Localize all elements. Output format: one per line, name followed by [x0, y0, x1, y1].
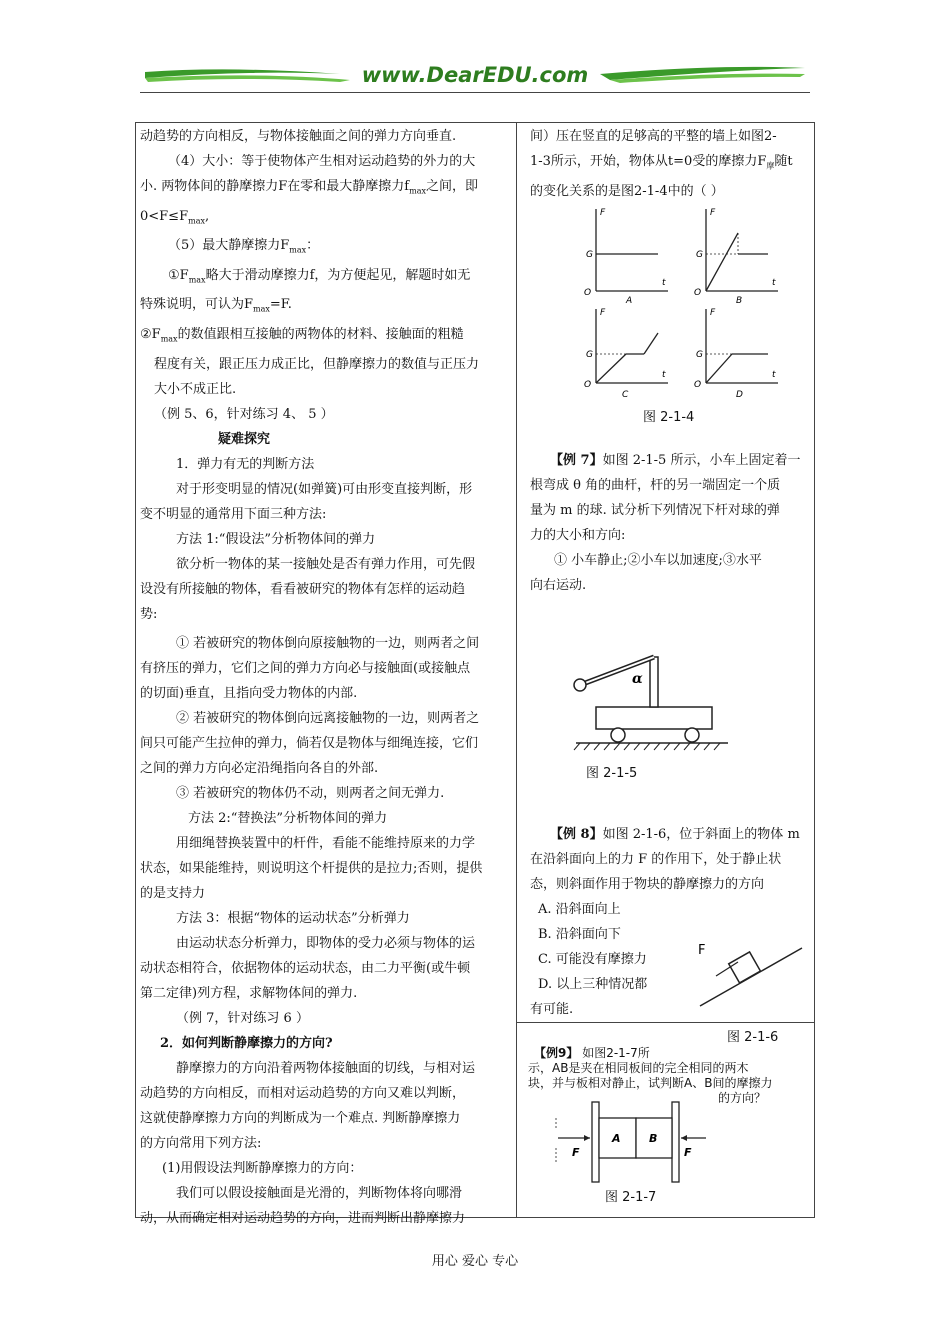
- paragraph: 【例 8】如图 2-1-6，位于斜面上的物体 m: [550, 827, 800, 842]
- alpha-label: α: [632, 671, 643, 687]
- option-d: D. 以上三种情况都: [538, 977, 648, 992]
- paragraph: 【例 7】如图 2-1-5 所示，小车上固定着一: [550, 453, 801, 468]
- option-b: B. 沿斜面向下: [538, 927, 621, 942]
- paragraph: 设没有所接触的物体，看看被研究的物体有怎样的运动趋: [140, 581, 466, 597]
- paragraph: 静摩擦力的方向沿着两物体接触面的切线，与相对运: [176, 1060, 476, 1076]
- graph-label-b: B: [736, 296, 743, 306]
- paragraph: （例 7，针对练习 6 ）: [176, 1010, 309, 1026]
- header-rule: [140, 92, 810, 93]
- paragraph: 的方向？: [718, 1091, 767, 1105]
- paragraph: 之间的弹力方向必定沿绳指向各自的外部.: [140, 760, 379, 776]
- paragraph: 大小不成正比.: [154, 381, 237, 397]
- paragraph: 动趋势的方向相反，与物体接触面之间的弹力方向垂直.: [140, 129, 457, 144]
- svg-text:G: G: [696, 250, 703, 260]
- svg-text:F: F: [600, 208, 606, 218]
- paragraph: 我们可以假设接触面是光滑的，判断物体将向哪滑: [176, 1185, 463, 1201]
- subsection-heading: 1．弹力有无的判断方法: [176, 456, 315, 472]
- paragraph: 示，AB是夹在相同板间的完全相同的两木: [528, 1061, 749, 1075]
- paragraph: 力的大小和方向:: [530, 528, 626, 543]
- paragraph: 【例9】 如图2-1-7所: [534, 1046, 650, 1060]
- svg-text:O: O: [584, 380, 592, 390]
- method-heading: 方法 3：根据“物体的运动状态”分析弹力: [176, 910, 410, 926]
- right-intro-text: [530, 124, 815, 204]
- svg-text:F: F: [710, 208, 716, 218]
- method-heading: 方法 2:“替换法”分析物体间的弹力: [188, 810, 388, 826]
- figure-caption: 图 2-1-6: [727, 1030, 779, 1045]
- paragraph: 1-3所示，开始，物体从t=0受的摩擦力$F_摩$随t: [530, 154, 793, 171]
- paragraph: 用细绳替换装置中的杆件，看能不能维持原来的力学: [176, 835, 476, 851]
- paragraph: 在沿斜面向上的力 F 的作用下，处于静止状: [530, 852, 782, 867]
- option-d-cont: 有可能.: [530, 1002, 574, 1017]
- site-header-banner: [140, 58, 810, 94]
- svg-text:O: O: [694, 380, 702, 390]
- paragraph: 特殊说明，可认为$F_{max}=F$.: [140, 297, 292, 314]
- option-a: A. 沿斜面向上: [538, 902, 621, 917]
- paragraph: ① 若被研究的物体倒向原接触物的一边，则两者之间: [176, 635, 480, 651]
- paragraph: $①F_{max}$略大于滑动摩擦力f，为方便起见，解题时如无: [168, 267, 471, 285]
- paragraph: 的切面)垂直，且指向受力物体的内部.: [140, 685, 358, 701]
- paragraph: （例 5、6，针对练习 4、 5 ）: [154, 406, 334, 422]
- figure-2-1-4-graphs: [582, 205, 792, 401]
- column-divider: [516, 122, 517, 1218]
- paragraph: $②F_{max}$的数值跟相互接触的两物体的材料、接触面的粗糙: [140, 326, 464, 344]
- paragraph: 第二定律)列方程，求解物体间的弹力.: [140, 985, 358, 1001]
- force-right-label: F: [684, 1146, 692, 1159]
- figure-2-1-5-cart: [572, 645, 732, 753]
- figure-caption: 图 2-1-7: [605, 1190, 657, 1205]
- page-footer: 用心 爱心 专心: [431, 1254, 519, 1269]
- paragraph: 动趋势的方向相反，而相对运动趋势的方向又难以判断，: [140, 1085, 466, 1101]
- paragraph: (1)用假设法判断静摩擦力的方向：: [162, 1160, 363, 1176]
- svg-text:G: G: [586, 250, 593, 260]
- method-heading: 方法 1:“假设法”分析物体间的弹力: [176, 531, 376, 547]
- paragraph: 势:: [140, 606, 158, 622]
- svg-text:F: F: [710, 308, 716, 318]
- figure-caption: 图 2-1-5: [586, 766, 638, 781]
- graph-b: [694, 208, 778, 306]
- paragraph: 动状态相符合，依据物体的运动状态，由二力平衡(或牛顿: [140, 960, 471, 976]
- svg-text:F: F: [600, 308, 606, 318]
- paragraph: 态，则斜面作用于物块的静摩擦力的方向: [530, 877, 765, 892]
- paragraph: 程度有关，跟正压力成正比，但静摩擦力的数值与正压力: [154, 356, 480, 372]
- graph-label-d: D: [736, 390, 743, 400]
- paragraph: 的方向常用下列方法:: [140, 1135, 262, 1151]
- right-row-divider: [516, 1022, 815, 1023]
- paragraph: 间只可能产生拉伸的弹力，倘若仅是物体与细绳连接，它们: [140, 735, 479, 751]
- paragraph: 有挤压的弹力，它们之间的弹力方向必与接触面(或接触点: [140, 660, 471, 676]
- paragraph: ① 小车静止;②小车以加速度;③水平: [554, 553, 762, 568]
- force-label: F: [698, 943, 706, 958]
- svg-text:t: t: [772, 370, 776, 380]
- left-column: [140, 124, 510, 1231]
- block-a-label: A: [612, 1132, 621, 1145]
- graph-a: [584, 208, 668, 306]
- paragraph: 动，从而确定相对运动趋势的方向，进而判断出静摩擦力: [140, 1210, 466, 1226]
- example-9: [528, 1046, 810, 1106]
- svg-text:O: O: [584, 288, 592, 298]
- paragraph: 变不明显的通常用下面三种方法:: [140, 506, 327, 522]
- paragraph: 间）压在竖直的足够高的平整的墙上如图2-: [530, 129, 777, 144]
- svg-text:t: t: [772, 278, 776, 288]
- paragraph: 由运动状态分析弹力，即物体的受力必须与物体的运: [176, 935, 476, 951]
- paragraph: （5）最大静摩擦力$F_{max}$：: [168, 238, 320, 255]
- paragraph: 根弯成 θ 角的曲杆，杆的另一端固定一个质: [530, 478, 781, 493]
- graph-c: [584, 308, 668, 400]
- paragraph: （4）大小：等于使物体产生相对运动趋势的外力的大: [168, 154, 476, 169]
- subsection-heading: 2．如何判断静摩擦力的方向?: [160, 1035, 333, 1051]
- svg-text:G: G: [586, 350, 593, 360]
- section-heading: 疑难探究: [218, 431, 271, 447]
- figure-2-1-6-incline: [694, 934, 806, 1012]
- figure-caption: 图 2-1-4: [643, 410, 695, 425]
- paragraph: 欲分析一物体的某一接触处是否有弹力作用，可先假: [176, 556, 476, 572]
- force-left-label: F: [572, 1146, 580, 1159]
- paragraph: 状态，如果能维持，则说明这个杆提供的是拉力;否则，提供: [140, 860, 483, 876]
- graph-label-c: C: [622, 390, 629, 400]
- option-c: C. 可能没有摩擦力: [538, 952, 647, 967]
- figure-2-1-7-plates: [552, 1100, 712, 1184]
- paragraph: 向右运动.: [530, 578, 587, 593]
- paragraph: ② 若被研究的物体倒向远离接触物的一边，则两者之: [176, 710, 480, 726]
- block-b-label: B: [649, 1132, 658, 1145]
- graph-d: [694, 308, 778, 400]
- paragraph: $0<F\le F_{max}$,: [140, 208, 210, 226]
- svg-text:G: G: [696, 350, 703, 360]
- header-swoosh-graphic: [140, 58, 810, 94]
- site-url-text: www.DearEDU.com: [361, 63, 589, 87]
- paragraph: ③ 若被研究的物体仍不动，则两者之间无弹力.: [176, 785, 445, 801]
- svg-text:t: t: [662, 278, 666, 288]
- paragraph: 的是支持力: [140, 885, 206, 901]
- paragraph: 量为 m 的球. 试分析下列情况下杆对球的弹: [530, 503, 780, 518]
- paragraph: 对于形变明显的情况(如弹簧)可由形变直接判断，形: [176, 481, 473, 497]
- paragraph: 这就使静摩擦力方向的判断成为一个难点. 判断静摩擦力: [140, 1110, 461, 1126]
- paragraph: 的变化关系的是图2-1-4中的（ ）: [530, 183, 724, 199]
- svg-text:O: O: [694, 288, 702, 298]
- paragraph: 小. 两物体间的静摩擦力F在零和最大静摩擦力$f_{max}$之间，即: [140, 179, 478, 196]
- graph-label-a: A: [626, 296, 633, 306]
- paragraph: 块，并与板相对静止，试判断A、B间的摩擦力: [528, 1076, 773, 1090]
- example-7: [530, 448, 812, 598]
- svg-text:t: t: [662, 370, 666, 380]
